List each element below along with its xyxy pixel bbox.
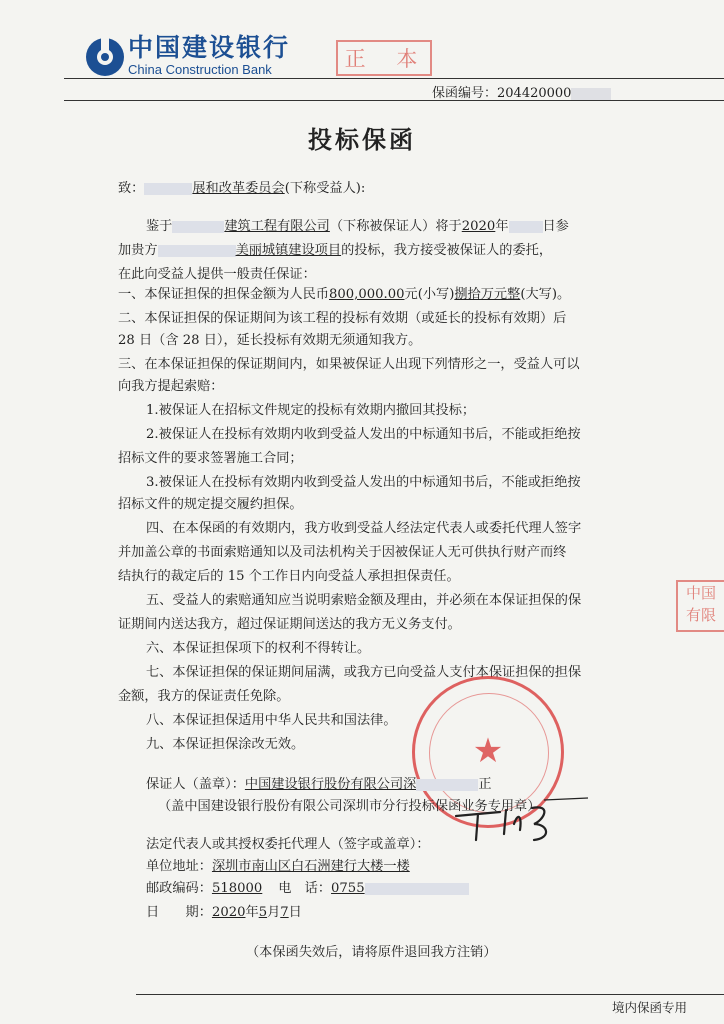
address-line — [146, 858, 410, 876]
para-1-line-3: 在此向受益人提供一般责任保证： — [118, 267, 316, 282]
date-label: 日 期： — [146, 905, 212, 920]
amount-words: 捌拾万元整 — [454, 287, 521, 302]
addressee-name: 展和改革委员会 — [192, 181, 285, 196]
clause-3-item-3b: 招标文件的规定提交履约担保。 — [118, 497, 303, 512]
clause-4-line-1: 四、在本保函的有效期内，我方收到受益人经法定代表人或委托代理人签字 — [146, 521, 582, 536]
clause-6: 六、本保证担保项下的权利不得转让。 — [146, 641, 371, 656]
redaction-block — [158, 245, 236, 257]
clause-7-line-1: 七、本保证担保的保证期间届满，或我方已向受益人支付本保证担保的担保 — [146, 665, 582, 680]
seal-star-icon: ★ — [472, 731, 504, 771]
text: 加贵方 — [118, 243, 158, 258]
postcode-label: 邮政编码： — [146, 881, 212, 896]
clause-8: 八、本保证担保适用中华人民共和国法律。 — [146, 713, 397, 728]
phone-label: 电 话： — [278, 881, 332, 896]
date-month: 5 — [258, 905, 268, 920]
clause-5-line-2: 证期间内送达我方，超过保证期间送达的我方无义务支付。 — [118, 617, 461, 632]
handwritten-signature — [448, 794, 588, 844]
guarantee-number-value: 204420000 — [497, 86, 572, 101]
guarantor-line — [146, 776, 492, 794]
guarantee-number-label: 保函编号： — [432, 86, 498, 101]
side-stamp-line-1: 中国 — [686, 584, 717, 602]
redaction-block — [571, 88, 611, 100]
text: 月 — [267, 905, 281, 920]
redaction-block — [416, 779, 478, 791]
address-value: 深圳市南山区白石洲建行大楼一楼 — [211, 859, 410, 874]
text: 日参 — [542, 219, 569, 234]
address-label: 单位地址： — [146, 859, 212, 874]
bid-year: 2020 — [461, 219, 496, 234]
side-stamp-line-2: 有限 — [686, 606, 717, 624]
clause-5-line-1: 五、受益人的索赔通知应当说明索赔金额及理由，并必须在本保证担保的保 — [146, 593, 582, 608]
header-divider-2 — [64, 100, 724, 101]
footer-divider — [136, 994, 724, 995]
project-name: 美丽城镇建设项目 — [235, 243, 342, 258]
para-1-line-1 — [146, 218, 569, 236]
text: 年 — [245, 905, 259, 920]
addressee-line — [118, 180, 365, 198]
text: 元(小写) — [404, 287, 455, 302]
clause-3-item-3a: 3.被保证人在投标有效期内收到受益人发出的中标通知书后，不能或拒绝按 — [146, 475, 581, 490]
clause-2-line-2: 28 日（含 28 日），延长投标有效期无须通知我方。 — [118, 333, 422, 348]
clause-3-item-2a: 2.被保证人在投标有效期内收到受益人发出的中标通知书后，不能或拒绝按 — [146, 427, 581, 442]
guarantor-tail: 正 — [478, 777, 492, 792]
document-title: 投标保函 — [308, 126, 416, 154]
clause-1 — [118, 286, 570, 304]
date-day: 7 — [280, 905, 289, 920]
text: 年 — [495, 219, 509, 234]
clause-7-line-2: 金额，我方的保证责任免除。 — [118, 689, 290, 704]
clause-4-line-2: 并加盖公章的书面索赔通知以及司法机构关于因被保证人无可供执行财产而终 — [118, 545, 567, 560]
addressee-prefix: 致： — [118, 181, 145, 196]
ccb-logo-icon — [84, 36, 126, 78]
original-copy-stamp: 正 本 — [336, 40, 432, 76]
text: (大写)。 — [520, 287, 571, 302]
amount-figures: 800,000.00 — [329, 287, 405, 302]
header-divider — [64, 78, 724, 79]
bank-name-cn: 中国建设银行 — [128, 33, 291, 62]
text: 日 — [288, 905, 302, 920]
guarantee-number — [432, 82, 611, 101]
text: 的投标，我方接受被保证人的委托， — [341, 243, 553, 258]
redaction-block — [144, 183, 192, 195]
para-1-line-2 — [118, 242, 552, 260]
representative-line: 法定代表人或其授权委托代理人（签字或盖章）： — [146, 837, 430, 852]
text: （下称被保证人）将于 — [329, 219, 462, 234]
redaction-block — [172, 221, 224, 233]
clause-3-item-1: 1.被保证人在招标文件规定的投标有效期内撤回其投标； — [146, 403, 476, 418]
clause-2-line-1: 二、本保证担保的保证期间为该工程的投标有效期（或延长的投标有效期）后 — [118, 311, 567, 326]
clause-3-line-1: 三、在本保证担保的保证期间内，如果被保证人出现下列情形之一，受益人可以 — [118, 357, 580, 372]
date-year: 2020 — [211, 905, 246, 920]
guarantor-name: 中国建设银行股份有限公司深 — [244, 777, 417, 792]
addressee-suffix: (下称受益人): — [284, 181, 366, 196]
seal-note: （盖中国建设银行股份有限公司深圳市分行投标保函业务专用章） — [158, 799, 541, 814]
guarantor-label: 保证人（盖章）： — [146, 777, 245, 792]
phone-value: 0755 — [331, 881, 365, 896]
clause-4-line-3: 结执行的裁定后的 15 个工作日内向受益人承担担保责任。 — [118, 569, 460, 584]
redaction-block — [365, 883, 469, 895]
postcode-phone-line — [146, 880, 469, 898]
return-note: （本保函失效后，请将原件退回我方注销） — [246, 945, 497, 960]
date-line — [146, 904, 302, 922]
footer-usage-label: 境内保函专用 — [612, 1000, 688, 1015]
postcode-value: 518000 — [211, 881, 263, 896]
text: 一、本保证担保的担保金额为人民币 — [118, 287, 329, 302]
side-partial-stamp — [676, 580, 724, 632]
bank-name-en: China Construction Bank — [128, 62, 272, 77]
clause-9: 九、本保证担保涂改无效。 — [146, 737, 305, 752]
redaction-block — [509, 221, 543, 233]
principal-name: 建筑工程有限公司 — [224, 219, 330, 234]
text: 鉴于 — [146, 219, 173, 234]
clause-3-item-2b: 招标文件的要求签署施工合同； — [118, 451, 303, 466]
clause-3-line-2: 向我方提起索赔： — [118, 379, 224, 394]
